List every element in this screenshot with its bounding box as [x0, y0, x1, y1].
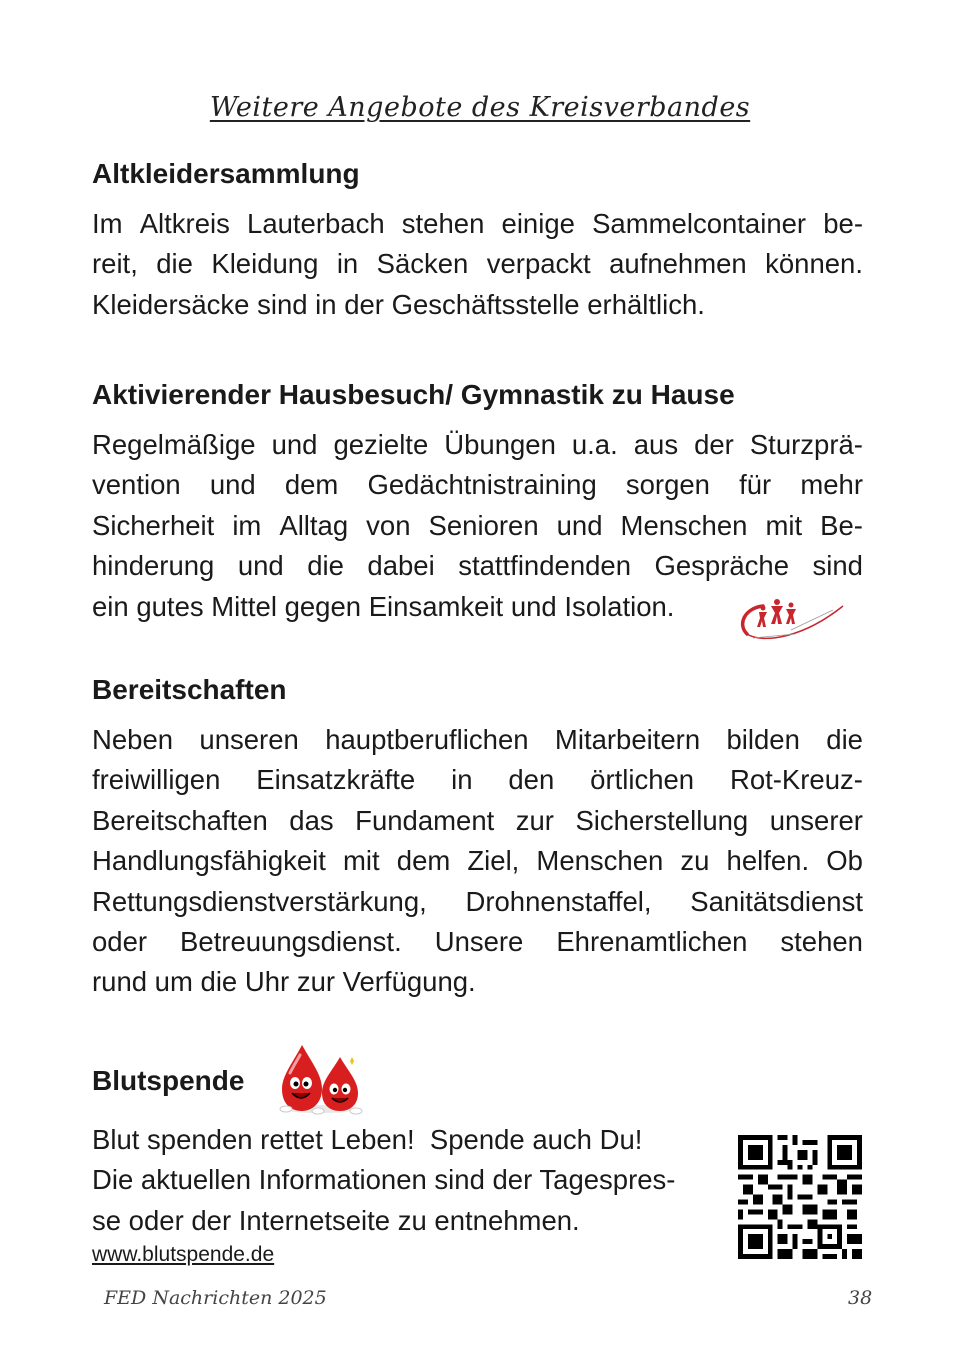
word: Rettungsdienstverstärkung,	[92, 885, 427, 917]
word: Handlungsfähigkeit	[92, 845, 326, 877]
word: die	[156, 248, 193, 280]
text-line: ein gutes Mittel gegen Einsamkeit und Isolation.	[92, 590, 675, 622]
text-line	[92, 465, 863, 505]
word: hinderung	[92, 550, 215, 582]
text-line: Die aktuellen Informationen sind der Tagespres-	[92, 1164, 676, 1196]
text-line	[92, 425, 863, 465]
word: stehen	[780, 926, 863, 958]
word: in	[451, 764, 473, 796]
word: können.	[765, 248, 863, 280]
blood-drop-mascots-icon	[272, 1043, 372, 1115]
word: reit,	[92, 248, 138, 280]
word: vention	[92, 469, 181, 501]
text-line	[92, 506, 863, 546]
word: stehen	[401, 208, 485, 239]
word: das	[289, 804, 334, 836]
text-line	[92, 244, 863, 284]
text-line	[92, 882, 863, 922]
page-title: Weitere Angebote des Kreisverbandes	[209, 92, 751, 123]
word: be-	[823, 208, 863, 239]
word: den	[508, 764, 555, 796]
text-line: Kleidersäcke sind in der Geschäftsstelle erhältlich.	[92, 288, 705, 320]
word: Sturzprä-	[749, 429, 863, 460]
text-line: Blut spenden rettet Leben! Spende auch Du!	[92, 1124, 643, 1155]
word: unseren	[199, 724, 299, 755]
word: Rot-Kreuz-	[729, 764, 863, 796]
word: Bereitschaften	[92, 804, 268, 836]
word: Ehrenamtlichen	[556, 926, 748, 958]
word: von	[366, 509, 411, 541]
word: die	[307, 550, 344, 582]
blutspende-website-link[interactable]: www.blutspende.de	[92, 1243, 275, 1266]
word: dabei	[367, 550, 435, 582]
paragraph-bereitschaften	[92, 720, 863, 1003]
word: Säcken	[376, 248, 469, 280]
word: dem	[284, 469, 339, 501]
word: Be-	[820, 509, 863, 541]
word: sind	[812, 550, 863, 582]
word: Einsatzkräfte	[256, 764, 416, 796]
page-number: 38	[848, 1287, 873, 1309]
word: gezielte	[333, 429, 429, 460]
word: Im	[92, 208, 123, 239]
word: Sicherstellung	[575, 804, 749, 836]
word: mit	[343, 845, 380, 877]
word: örtlichen	[590, 764, 695, 796]
word: Unsere	[434, 926, 524, 958]
word: dem	[396, 845, 451, 877]
word: zur	[515, 804, 554, 836]
word: Übungen	[444, 429, 556, 460]
word: in	[336, 248, 359, 280]
word: Neben	[92, 724, 174, 755]
word: Ziel,	[467, 845, 520, 877]
word: und	[271, 429, 318, 460]
word: Altkreis	[139, 208, 230, 239]
footer-publication-name: FED Nachrichten 2025	[104, 1287, 327, 1309]
word: verpackt	[486, 248, 591, 280]
word: u.a.	[571, 429, 618, 460]
word: Drohnenstaffel,	[465, 885, 652, 917]
word: die	[826, 724, 863, 755]
word: einige	[501, 208, 575, 239]
word: freiwilligen	[92, 764, 221, 796]
word: Sanitätsdienst	[690, 885, 863, 917]
word: Gedächtnistraining	[367, 469, 597, 501]
word: Gespräche	[654, 550, 790, 582]
text-line	[92, 922, 863, 962]
word: bilden	[726, 724, 800, 755]
text-line: rund um die Uhr zur Verfügung.	[92, 966, 476, 998]
word: hauptberuflichen	[325, 724, 529, 755]
text-line	[92, 841, 863, 881]
word: für	[739, 469, 772, 501]
text-line	[92, 546, 863, 586]
section-heading-altkleidersammlung: Altkleidersammlung	[92, 158, 360, 189]
section-heading-bereitschaften: Bereitschaften	[92, 674, 287, 705]
text-line	[92, 760, 863, 800]
word: Sammelcontainer	[592, 208, 807, 239]
section-heading-blutspende: Blutspende	[92, 1065, 245, 1096]
word: Lauterbach	[247, 208, 385, 239]
word: Sicherheit	[92, 509, 215, 541]
text-line	[92, 801, 863, 841]
gesundheitsprogramm-logo	[733, 594, 849, 646]
text-line	[92, 204, 863, 244]
word: Menschen	[536, 845, 664, 877]
text-line	[92, 720, 863, 760]
word: im	[232, 509, 262, 541]
word: mehr	[800, 469, 863, 501]
word: zu	[680, 845, 710, 877]
word: Mitarbeitern	[554, 724, 701, 755]
word: sorgen	[625, 469, 710, 501]
qr-code[interactable]	[738, 1135, 862, 1259]
word: Ob	[826, 845, 863, 877]
word: Betreuungsdienst.	[180, 926, 402, 958]
word: Regelmäßige	[92, 429, 256, 460]
word: unserer	[769, 804, 863, 836]
word: oder	[92, 926, 148, 958]
word: und	[556, 509, 603, 541]
paragraph-blutspende	[92, 1120, 732, 1241]
word: Fundament	[355, 804, 495, 836]
word: helfen.	[726, 845, 810, 877]
word: und	[209, 469, 256, 501]
word: und	[237, 550, 284, 582]
section-heading-hausbesuch: Aktivierender Hausbesuch/ Gymnastik zu Hause	[92, 379, 735, 410]
word: Alltag	[279, 509, 349, 541]
word: mit	[765, 509, 803, 541]
word: der	[694, 429, 734, 460]
word: Kleidung	[211, 248, 319, 280]
word: aus	[633, 429, 679, 460]
word: Menschen	[620, 509, 748, 541]
paragraph-altkleidersammlung	[92, 204, 863, 325]
text-line: se oder der Internetseite zu entnehmen.	[92, 1204, 580, 1236]
word: stattfindenden	[458, 550, 631, 582]
word: aufnehmen	[609, 248, 747, 280]
word: Senioren	[428, 509, 539, 541]
